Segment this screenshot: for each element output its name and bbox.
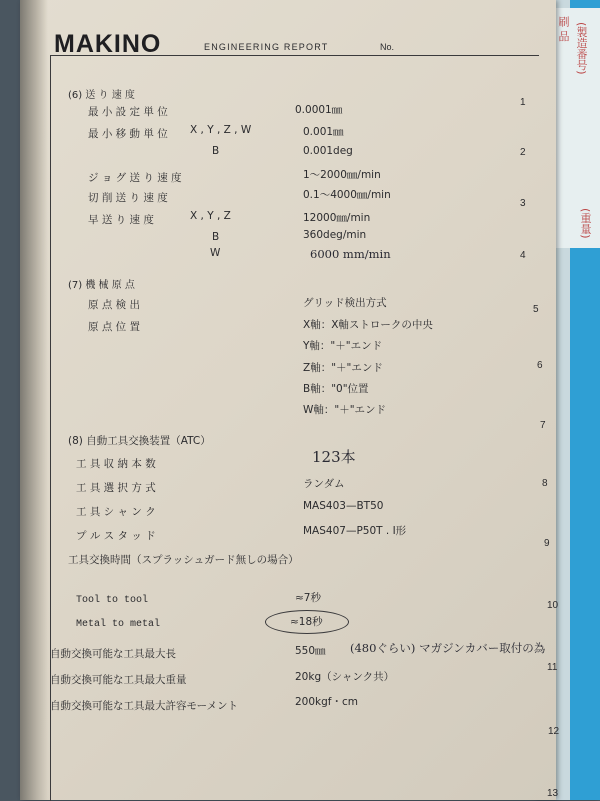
rapid-feed-axes: X , Y , Z	[190, 210, 231, 222]
min-setting-unit-value: 0.0001㎜	[295, 104, 343, 116]
tool-shank-value: MAS403—BT50	[303, 500, 384, 512]
report-number-label: No.	[380, 42, 395, 52]
page-binding	[20, 0, 48, 800]
min-move-unit-value: 0.001㎜	[303, 126, 344, 138]
line-number: 2	[520, 147, 526, 158]
max-moment-label: 自動交換可能な工具最大許容モーメント	[50, 700, 239, 712]
side-stamp-low: (重量)	[579, 208, 592, 239]
rapid-feed-w-value-handwritten: 6000 mm/min	[310, 247, 391, 261]
max-length-handwritten-note: (480ぐらい) マガジンカバー取付の為	[350, 641, 546, 655]
max-moment-value: 200kgf・cm	[295, 696, 358, 708]
brand-logo: MAKINO	[54, 30, 162, 58]
min-move-unit-b-axis: B	[212, 145, 220, 157]
min-move-unit-axes: X , Y , Z , W	[190, 124, 252, 136]
page-frame	[50, 55, 539, 801]
line-number: 11	[547, 662, 558, 673]
max-length-label: 自動交換可能な工具最大長	[50, 648, 176, 660]
min-move-unit-label: 最 小 移 動 単 位	[88, 128, 168, 140]
origin-detect-label: 原 点 検 出	[88, 299, 141, 311]
rapid-feed-label: 早 送 り 速 度	[88, 214, 154, 226]
rapid-feed-w-axis: W	[210, 247, 221, 259]
line-number: 3	[520, 198, 526, 209]
max-weight-label: 自動交換可能な工具最大重量	[50, 674, 187, 686]
pull-stud-value: MAS407—P50T . I形	[303, 525, 407, 537]
line-number: 9	[544, 538, 550, 549]
side-stamp-mid: (製造番号)	[575, 22, 588, 75]
rapid-feed-b-axis: B	[212, 231, 220, 243]
section7-heading: (7) 機 械 原 点	[68, 280, 135, 291]
max-length-value: 550㎜	[295, 645, 326, 657]
line-number: 13	[547, 788, 559, 799]
tool-to-tool-label: Tool to tool	[76, 595, 149, 606]
line-number: 4	[520, 250, 526, 261]
jog-feed-label: ジ ョ グ 送 り 速 度	[88, 172, 182, 184]
line-number: 6	[537, 360, 543, 371]
report-title: ENGINEERING REPORT	[204, 42, 329, 52]
metal-to-metal-label: Metal to metal	[76, 619, 161, 630]
origin-position-b: B軸："0"位置	[303, 383, 369, 395]
origin-position-label: 原 点 位 置	[88, 321, 141, 333]
cutting-feed-value: 0.1〜4000㎜/min	[303, 189, 391, 201]
tool-shank-label: 工 具 シ ャ ン ク	[76, 506, 156, 518]
exchange-time-label: 工具交換時間（スプラッシュガード無しの場合）	[68, 554, 299, 566]
origin-detect-value: グリッド検出方式	[303, 297, 387, 309]
origin-position-w: W軸："＋"エンド	[303, 404, 387, 416]
section8-heading: (8) 自動工具交換装置（ATC）	[68, 435, 211, 447]
rapid-feed-value: 12000㎜/min	[303, 212, 371, 224]
tool-select-value: ランダム	[303, 478, 345, 490]
pull-stud-label: プ ル ス タ ッ ド	[76, 530, 156, 542]
tool-capacity-value-handwritten: 123本	[312, 448, 356, 466]
line-number: 10	[547, 600, 559, 611]
jog-feed-value: 1〜2000㎜/min	[303, 169, 381, 181]
tool-to-tool-value: ≈7秒	[295, 592, 321, 604]
line-number: 1	[520, 97, 526, 108]
tool-capacity-label: 工 具 収 納 本 数	[76, 458, 156, 470]
origin-position-z: Z軸："＋"エンド	[303, 362, 383, 374]
metal-to-metal-value: ≈18秒	[290, 616, 323, 628]
cutting-feed-label: 切 削 送 り 速 度	[88, 192, 168, 204]
origin-position-x: X軸：X軸ストロークの中央	[303, 319, 433, 331]
report-page	[20, 0, 560, 800]
origin-position-y: Y軸："＋"エンド	[303, 340, 383, 352]
line-number: 12	[548, 726, 560, 737]
min-setting-unit-label: 最 小 設 定 単 位	[88, 106, 168, 118]
line-number: 5	[533, 304, 539, 315]
line-number: 8	[542, 478, 548, 489]
side-stamp-top: 刷 品	[557, 16, 570, 42]
rapid-feed-b-value: 360deg/min	[303, 229, 367, 241]
max-weight-value: 20kg（シャンク共）	[295, 671, 395, 683]
section6-heading: (6) 送 り 速 度	[68, 90, 135, 101]
min-move-unit-b-value: 0.001deg	[303, 145, 353, 157]
line-number: 7	[540, 420, 546, 431]
tool-select-label: 工 具 選 択 方 式	[76, 482, 156, 494]
